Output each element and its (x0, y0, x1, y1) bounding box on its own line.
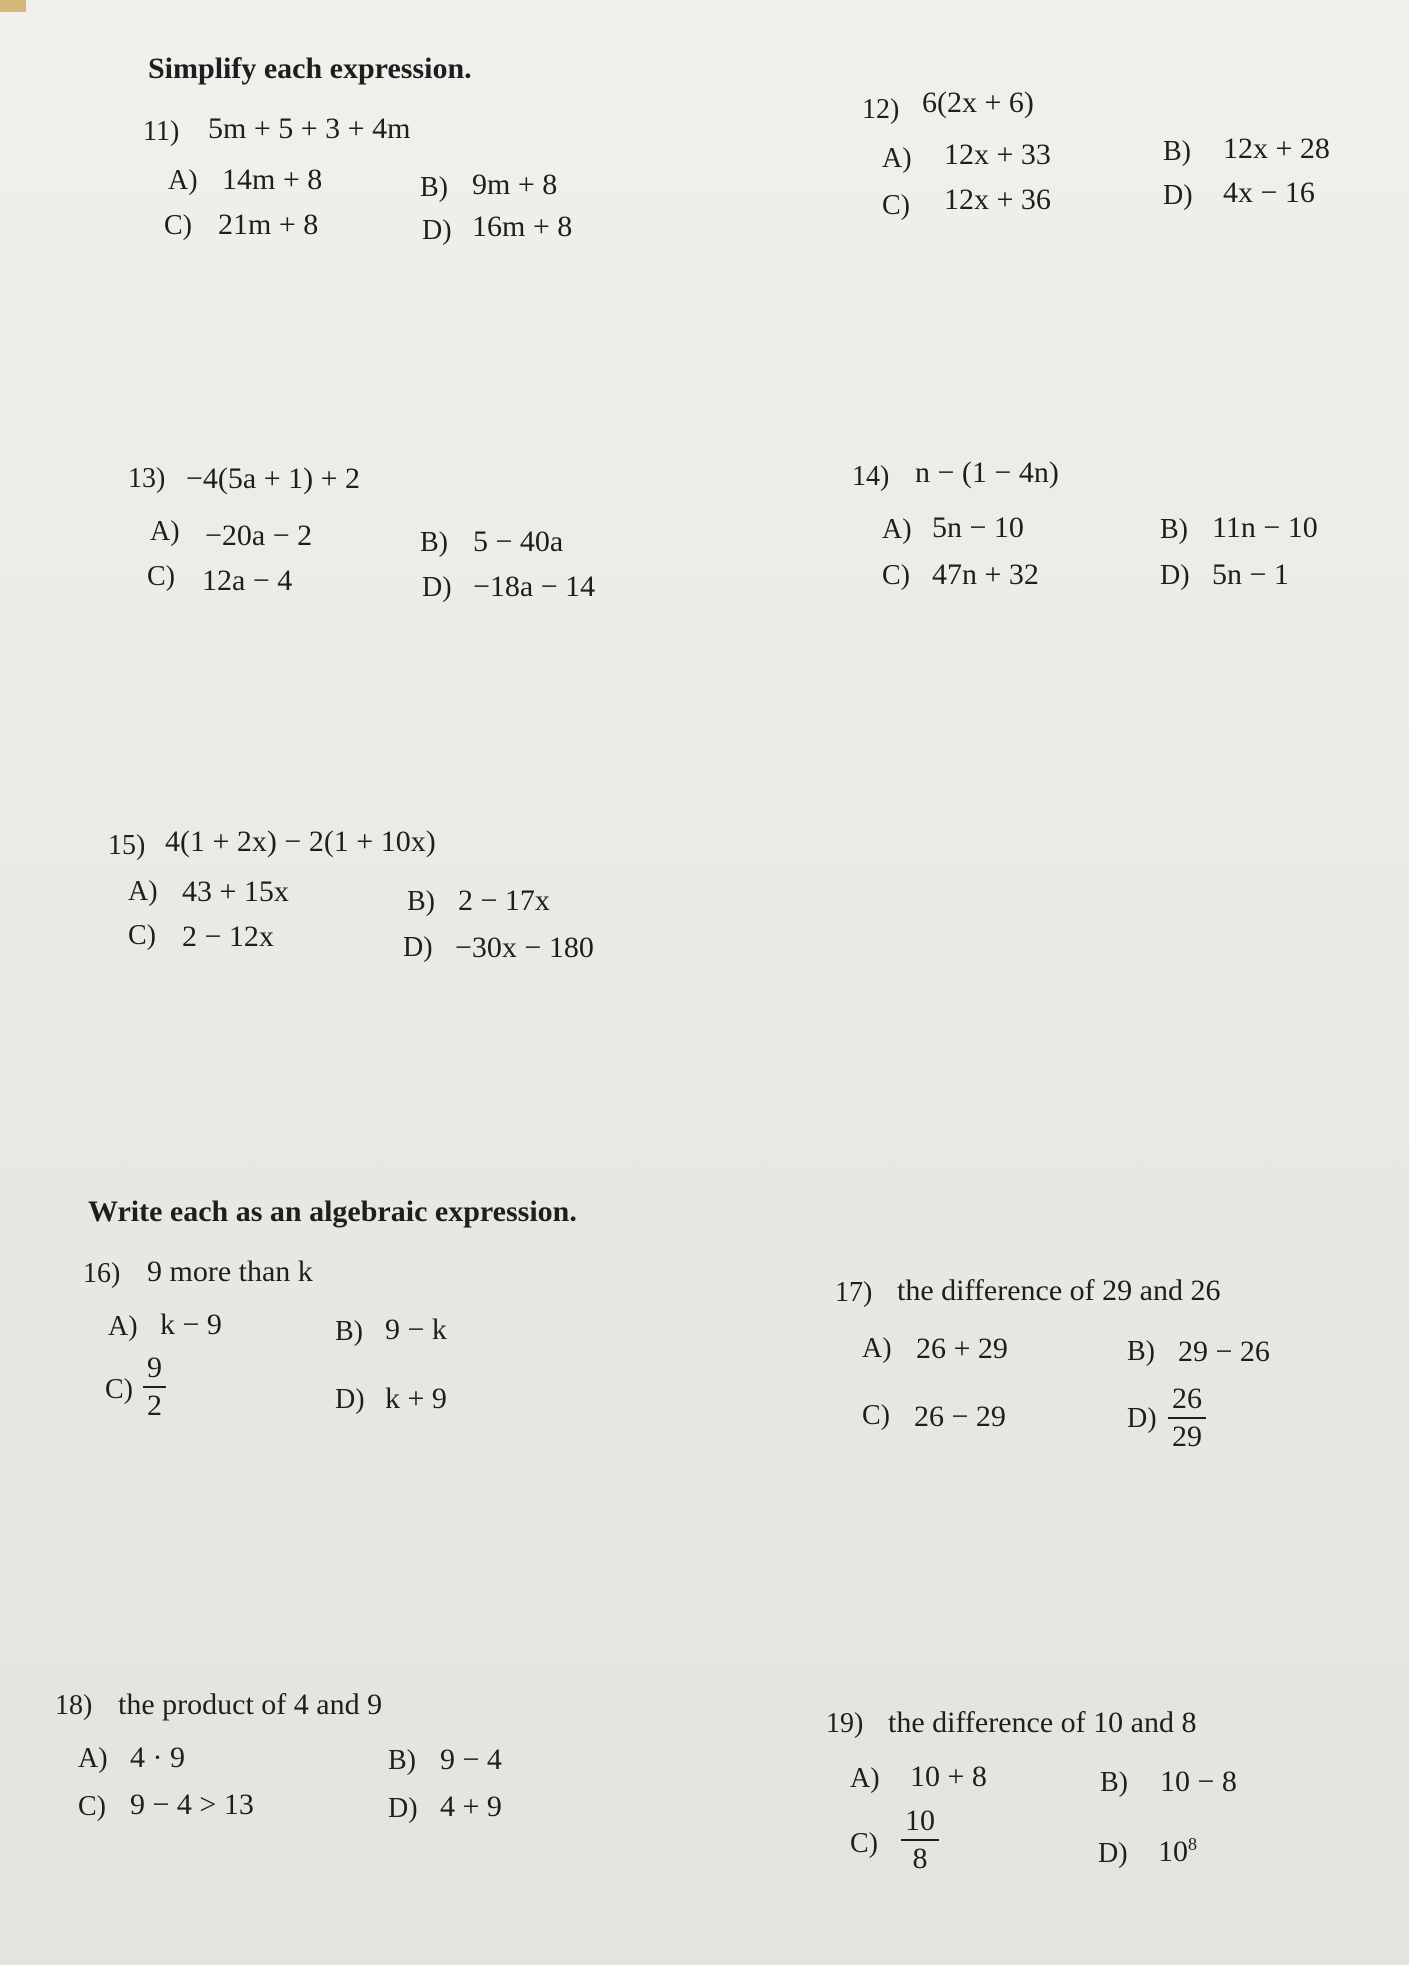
q17-option-d-label[interactable]: D) (1127, 1403, 1157, 1434)
q12-option-d-label[interactable]: D) (1163, 180, 1193, 211)
q19-option-b[interactable]: 10 − 8 (1160, 1765, 1237, 1798)
q12-option-a[interactable]: 12x + 33 (944, 138, 1051, 171)
q15-number: 15) (108, 830, 146, 861)
q18-number: 18) (55, 1690, 93, 1721)
q19-option-c-label[interactable]: C) (850, 1828, 878, 1859)
q12-option-b[interactable]: 12x + 28 (1223, 132, 1330, 165)
q19-option-c-fraction (901, 1805, 939, 1874)
q14-option-b-label[interactable]: B) (1160, 514, 1188, 545)
q16-number: 16) (83, 1258, 121, 1289)
q16-option-d[interactable]: k + 9 (385, 1382, 447, 1415)
q17-option-c[interactable]: 26 − 29 (914, 1400, 1006, 1433)
q13-option-a-label[interactable]: A) (150, 516, 180, 547)
q13-option-c[interactable]: 12a − 4 (202, 564, 293, 597)
q17-option-d-fraction (1168, 1383, 1206, 1452)
q18-option-c-label[interactable]: C) (78, 1791, 106, 1822)
q19-option-b-label[interactable]: B) (1100, 1767, 1128, 1798)
q19-number: 19) (826, 1708, 864, 1739)
q18-prompt: the product of 4 and 9 (118, 1688, 383, 1721)
q18-option-b[interactable]: 9 − 4 (440, 1743, 502, 1776)
q15-option-c[interactable]: 2 − 12x (182, 920, 274, 953)
q11-option-b[interactable]: 9m + 8 (472, 168, 558, 201)
fraction-numerator: 10 (901, 1805, 939, 1841)
q17-option-b-label[interactable]: B) (1127, 1336, 1155, 1367)
q18-option-a[interactable]: 4 · 9 (130, 1741, 185, 1774)
q14-option-c[interactable]: 47n + 32 (932, 558, 1039, 591)
q13-number: 13) (128, 463, 166, 494)
fraction-denominator: 29 (1172, 1419, 1202, 1453)
q14-option-a[interactable]: 5n − 10 (932, 511, 1024, 544)
q15-option-a[interactable]: 43 + 15x (182, 875, 289, 908)
q11-option-b-label[interactable]: B) (420, 172, 448, 203)
q15-option-a-label[interactable]: A) (128, 876, 158, 907)
q12-option-c-label[interactable]: C) (882, 190, 910, 221)
q12-expression: 6(2x + 6) (922, 86, 1034, 119)
q12-option-a-label[interactable]: A) (882, 143, 912, 174)
q19-option-d[interactable] (1158, 1834, 1197, 1869)
q17-option-a-label[interactable]: A) (862, 1333, 892, 1364)
q19-prompt: the difference of 10 and 8 (888, 1706, 1197, 1739)
q18-option-b-label[interactable]: B) (388, 1745, 416, 1776)
q11-option-c-label[interactable]: C) (164, 210, 192, 241)
q15-option-b[interactable]: 2 − 17x (458, 884, 550, 917)
q16-option-c[interactable] (125, 1352, 166, 1421)
q17-number: 17) (835, 1277, 873, 1308)
q18-option-d[interactable]: 4 + 9 (440, 1790, 502, 1823)
q17-option-a[interactable]: 26 + 29 (916, 1332, 1008, 1365)
q12-option-b-label[interactable]: B) (1163, 136, 1191, 167)
q16-option-c-label[interactable]: C) (105, 1374, 133, 1405)
q11-option-c[interactable]: 21m + 8 (218, 208, 319, 241)
q13-option-d-label[interactable]: D) (422, 572, 452, 603)
fraction-denominator: 2 (147, 1388, 162, 1422)
q14-option-d[interactable]: 5n − 1 (1212, 558, 1289, 591)
power-exponent: 8 (1188, 1834, 1197, 1854)
q11-expression: 5m + 5 + 3 + 4m (208, 112, 411, 145)
q15-option-c-label[interactable]: C) (128, 920, 156, 951)
section-title-write: Write each as an algebraic expression. (88, 1195, 577, 1228)
q14-option-c-label[interactable]: C) (882, 560, 910, 591)
q15-option-b-label[interactable]: B) (407, 886, 435, 917)
q16-option-c-fraction (143, 1352, 166, 1421)
q14-expression: n − (1 − 4n) (915, 456, 1059, 489)
q18-option-c[interactable]: 9 − 4 > 13 (130, 1788, 254, 1821)
q19-option-c[interactable] (883, 1805, 939, 1874)
q16-option-b[interactable]: 9 − k (385, 1313, 447, 1346)
page-corner-tab (0, 0, 26, 12)
q16-option-b-label[interactable]: B) (335, 1316, 363, 1347)
q11-number: 11) (143, 116, 180, 147)
q15-expression: 4(1 + 2x) − 2(1 + 10x) (165, 825, 436, 858)
q14-option-a-label[interactable]: A) (882, 514, 912, 545)
q11-option-d[interactable]: 16m + 8 (472, 210, 573, 243)
q12-option-d[interactable]: 4x − 16 (1223, 176, 1315, 209)
q17-prompt: the difference of 29 and 26 (897, 1274, 1221, 1307)
q15-option-d[interactable]: −30x − 180 (455, 931, 594, 964)
q14-option-b[interactable]: 11n − 10 (1212, 511, 1318, 544)
q17-option-d[interactable] (1150, 1383, 1206, 1452)
q11-option-a-label[interactable]: A) (168, 165, 198, 196)
q19-option-a-label[interactable]: A) (850, 1763, 880, 1794)
q15-option-d-label[interactable]: D) (403, 932, 433, 963)
q17-option-c-label[interactable]: C) (862, 1400, 890, 1431)
fraction-numerator: 26 (1168, 1383, 1206, 1419)
q18-option-a-label[interactable]: A) (78, 1743, 108, 1774)
q12-number: 12) (862, 94, 900, 125)
section-title-simplify: Simplify each expression. (148, 52, 472, 85)
q14-option-d-label[interactable]: D) (1160, 560, 1190, 591)
q13-option-d[interactable]: −18a − 14 (473, 570, 596, 603)
q16-prompt: 9 more than k (147, 1255, 313, 1288)
q13-option-a[interactable]: −20a − 2 (205, 519, 313, 552)
q14-number: 14) (852, 461, 890, 492)
q16-option-a-label[interactable]: A) (108, 1311, 138, 1342)
q12-option-c[interactable]: 12x + 36 (944, 183, 1051, 216)
q11-option-d-label[interactable]: D) (422, 215, 452, 246)
power-base: 10 (1158, 1835, 1188, 1868)
q13-option-b-label[interactable]: B) (420, 527, 448, 558)
q17-option-b[interactable]: 29 − 26 (1178, 1335, 1270, 1368)
q19-option-a[interactable]: 10 + 8 (910, 1760, 987, 1793)
q13-option-b[interactable]: 5 − 40a (473, 525, 564, 558)
fraction-denominator: 8 (912, 1841, 928, 1875)
q16-option-d-label[interactable]: D) (335, 1384, 365, 1415)
q11-option-a[interactable]: 14m + 8 (222, 163, 323, 196)
q18-option-d-label[interactable]: D) (388, 1793, 418, 1824)
fraction-numerator: 9 (143, 1352, 166, 1388)
q16-option-a[interactable]: k − 9 (160, 1308, 222, 1341)
q19-option-d-label[interactable]: D) (1098, 1838, 1128, 1869)
q13-expression: −4(5a + 1) + 2 (186, 462, 361, 495)
q13-option-c-label[interactable]: C) (147, 561, 175, 592)
